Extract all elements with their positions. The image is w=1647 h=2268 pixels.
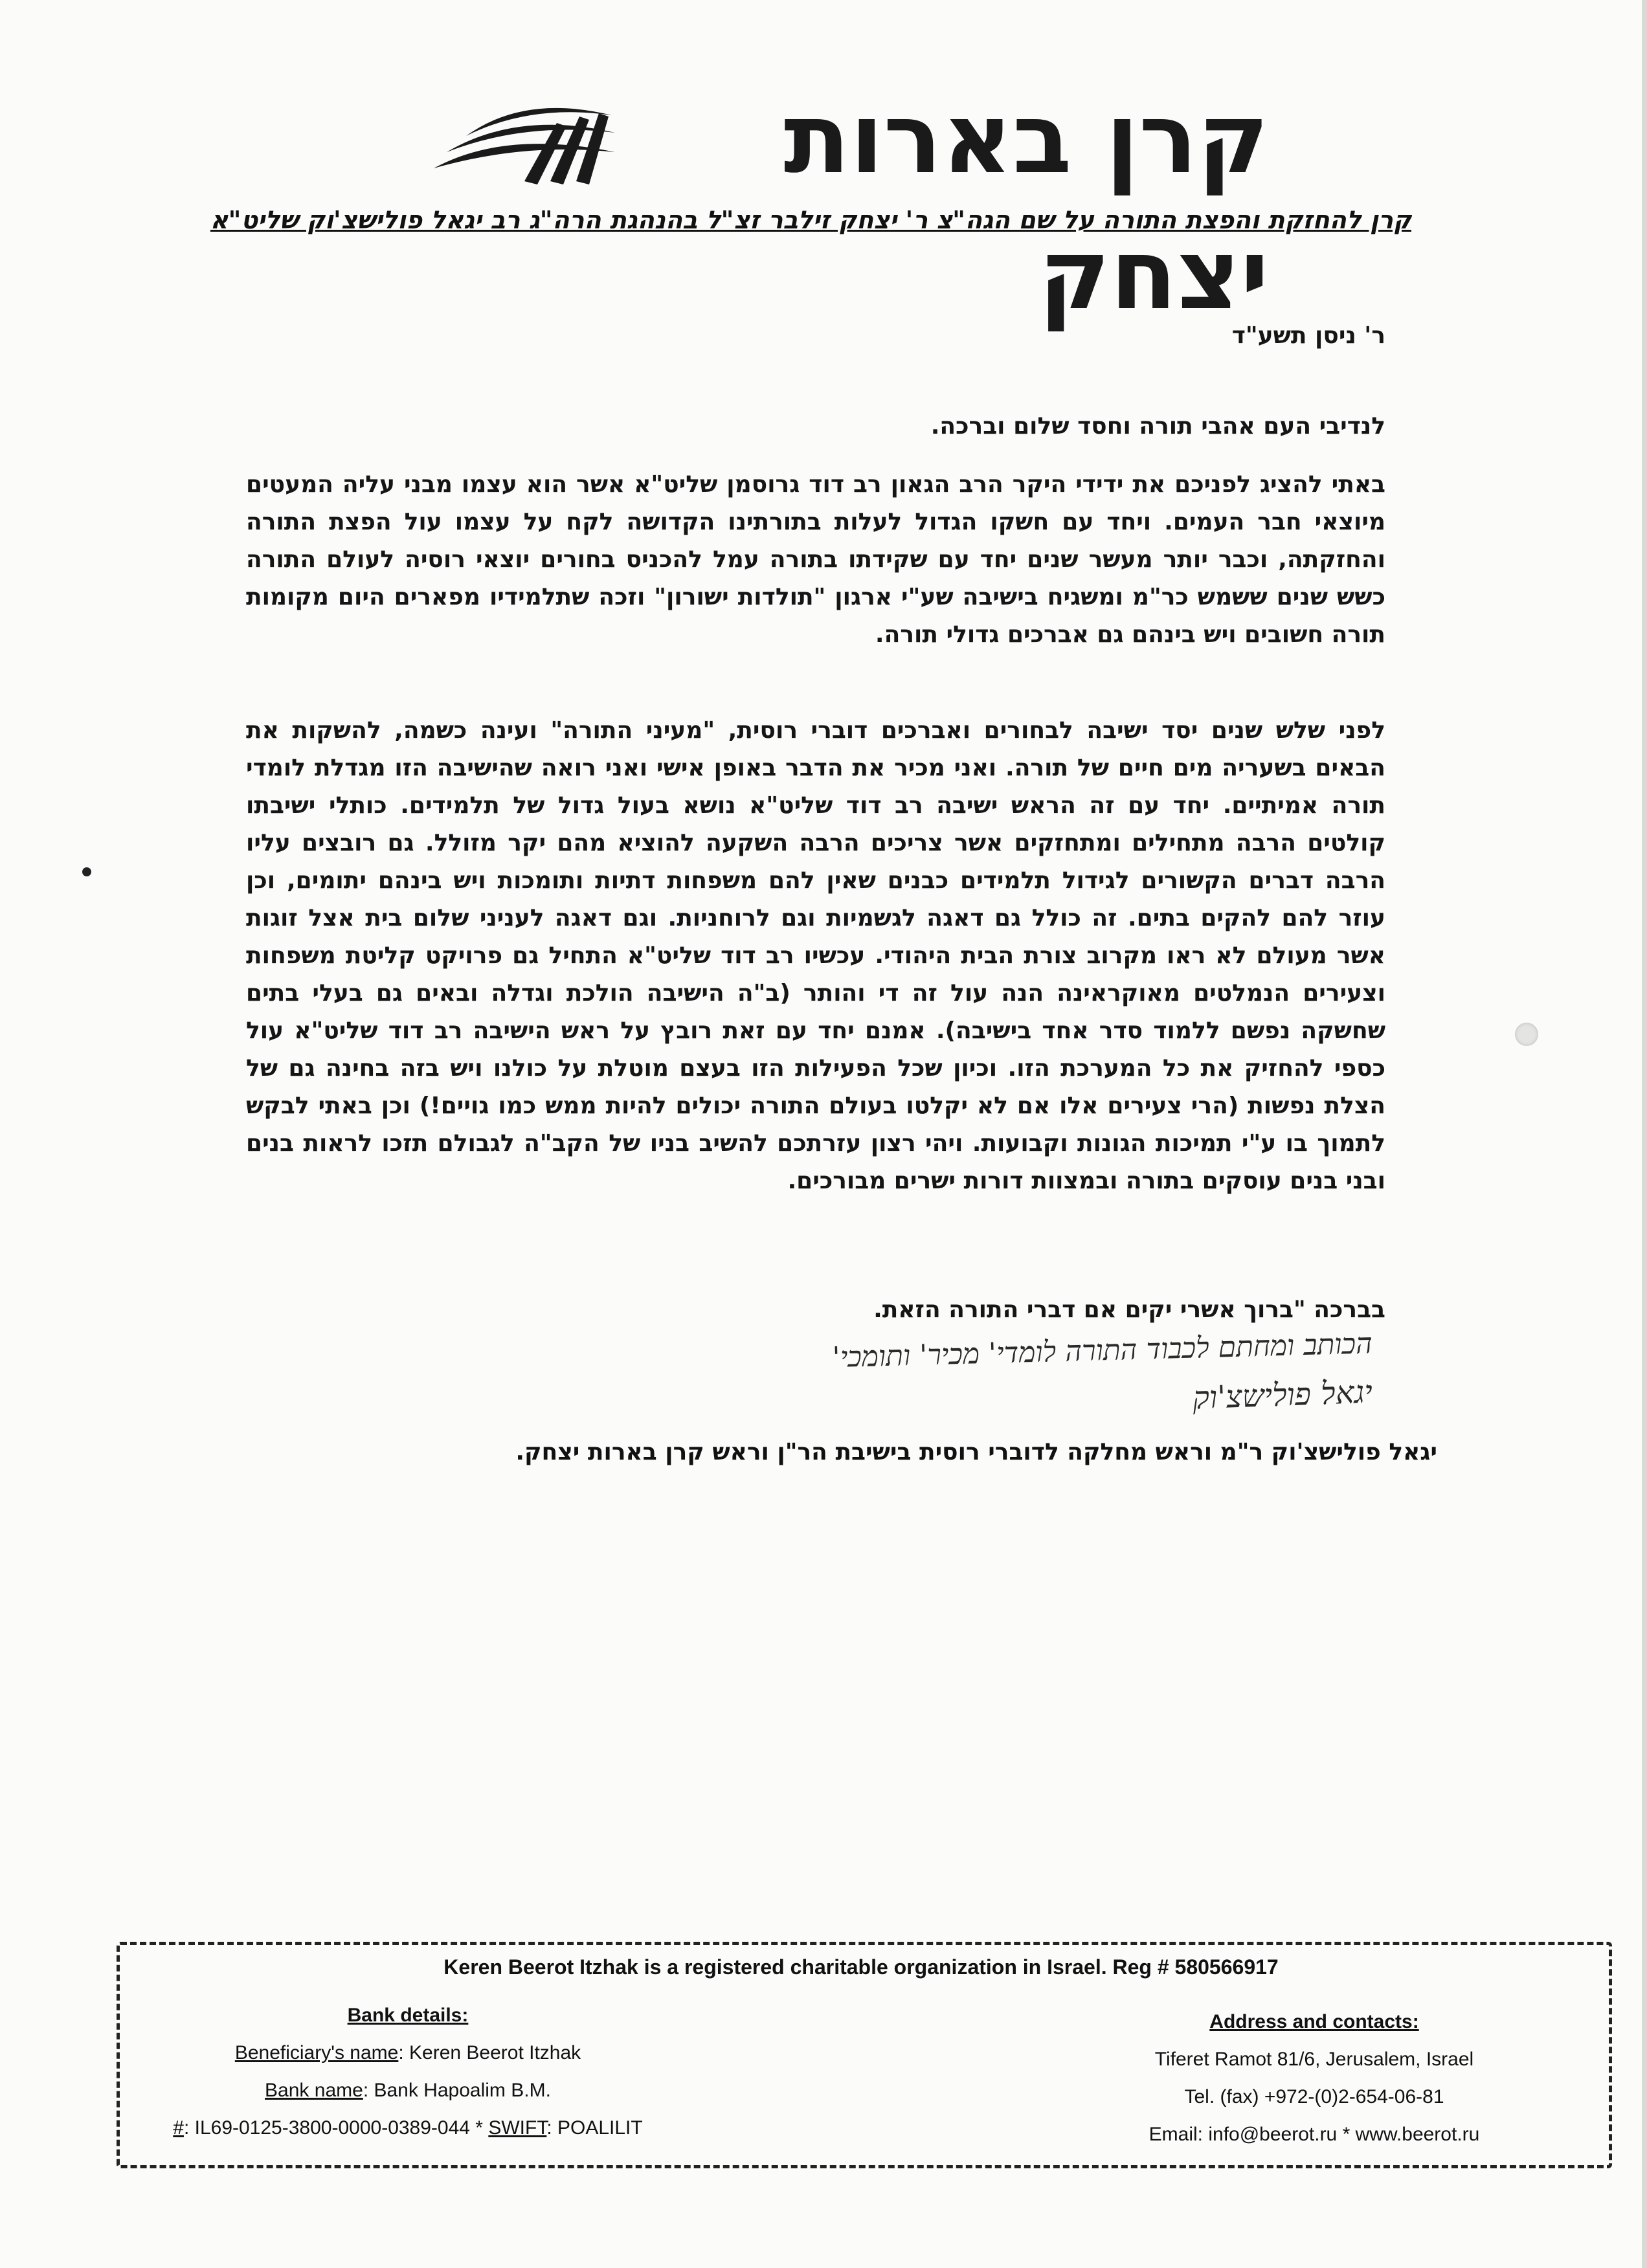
address-heading: Address and contacts: bbox=[1209, 2011, 1419, 2032]
swift-value: : POALILIT bbox=[546, 2117, 643, 2139]
bank-name-line bbox=[117, 2072, 699, 2109]
paper-edge bbox=[1642, 0, 1647, 2268]
letter-date: ר' ניסן תשע"ד bbox=[1231, 322, 1385, 349]
logo-rays-icon bbox=[427, 91, 622, 188]
paper-mark bbox=[1515, 1023, 1538, 1046]
phone-line: Tel. (fax) +972-(0)2-654-06-81 bbox=[1184, 2086, 1444, 2107]
organization-title: קרן בארות יצחק bbox=[783, 83, 1269, 331]
bank-details-heading: Bank details: bbox=[347, 2005, 469, 2026]
signer-line: יגאל פולישצ'וק ר"מ וראש מחלקה לדוברי רוסית בישיבת הר"ן וראש קרן בארות יצחק. bbox=[515, 1439, 1437, 1465]
letter-paragraph-1: באתי להציג לפניכם את ידידי היקר הרב הגאון רב דוד גרוסמן שליט"א אשר הוא עצמו מבני עליה המעטים מיוצאי חבר העמים. ויחד עם חשקו הגדול לעלות בתורתינו הקדושה לקח על עצמו עול הפצת התורה והחזקתה, וכבר יותר מעשר שנים יחד עם שקידתו בתורה עמל להכניס בחורים יוצאי רוסיה לעולם התורה כשש שנים ששמש כר"מ ומשגיח בישיבה שע"י ארגון "תולדות ישורון" וזכה שתלמידיו מפארים היום מקומות תורה חשובים ויש בינהם גם אברכים גדולי תורה. bbox=[246, 471, 1385, 648]
handwritten-signature: יגאל פולישצ'וק bbox=[1192, 1373, 1373, 1417]
iban-label: # bbox=[173, 2117, 184, 2139]
bank-name-value: : Bank Hapoalim B.M. bbox=[363, 2080, 551, 2101]
account-line bbox=[117, 2109, 699, 2147]
iban-value: : IL69-0125-3800-0000-0389-044 * bbox=[183, 2117, 489, 2139]
letter-greeting: לנדיבי העם אהבי תורה וחסד שלום וברכה. bbox=[930, 413, 1385, 439]
bank-details bbox=[117, 1997, 699, 2147]
email-line: Email: info@beerot.ru * www.beerot.ru bbox=[1148, 2124, 1480, 2145]
letter-paragraph-2: לפני שלש שנים יסד ישיבה לבחורים ואברכים דוברי רוסית, "מעיני התורה" ועינה כשמה, להשקות את הבאים בשעריה מים חיים של תורה. ואני מכיר את הדבר באופן אישי ואני רואה שהישיבה הזו מגדלת לומדי תורה אמיתיים. יחד עם זה הראש ישיבה רב דוד שליט"א נושא בעול גדול של תלמידים. כותלי ישיבתו קולטים הרבה מתחילים ומתחזקים אשר צריכים הרבה השקעה להוציא מהם יקר מזולל. גם רובצים עליו הרבה דברים הקשורים לגידול תלמידים כבנים שאין להם משפחות דתיות ותומכות ויש בינהם יתומים, וכן עוזר להם להקים בתים. זה כולל גם דאגה לגשמיות וגם לרוחניות. וגם דאגה לעניני שלום בית אצל זוגות אשר מעולם לא ראו מקרוב צורת הבית היהודי. עכשיו רב דוד שליט"א התחיל גם פרויקט קליטת משפחות וצעירים הנמלטים מאוקראינה הנה עול זה די והותר (ב"ה הישיבה הולכת וגדלה ובאים גם בעלי בתים שחשקה נפשם ללמוד סדר אחד בישיבה). אמנם יחד עם זאת רובץ על ראש הישיבה רב דוד שליט"א עול כספי להחזיק את כל המערכת הזו. וכיון שכל הפעילות הזו בעצם מוטלת על כולנו ויש בזה בחינה גם של הצלת נפשות (הרי צעירים אלו אם לא יקלטו בעולם התורה יכולים להיות ממש כמו גויים!) וכן באתי לבקש לתמוך בו ע"י תמיכות הגונות וקבועות. ויהי רצון עזרתכם להשיב בניו של הקב"ה לגבולם תזכו לראות בנים ובני בנים עוסקים בתורה ובמצוות דורות ישרים מבורכים. bbox=[246, 717, 1385, 1194]
ink-dot bbox=[82, 867, 91, 876]
footer-registration: Keren Beerot Itzhak is a registered charitable organization in Israel. Reg # 580566917 bbox=[443, 1955, 1279, 1979]
address-contacts bbox=[1036, 2003, 1593, 2153]
organization-subtitle: קרן להחזקת והפצת התורה על שם הגה"צ ר' יצחק זילבר זצ"ל בהנהגת הרה"ג רב יגאל פולישצ'וק שליט"א bbox=[210, 206, 1411, 234]
handwritten-note: הכותב ומחתם לכבוד התורה לומדי' מכיר' ותומכי' bbox=[832, 1327, 1373, 1375]
address-line: Tiferet Ramot 81/6, Jerusalem, Israel bbox=[1154, 2049, 1474, 2070]
swift-label: SWIFT bbox=[488, 2117, 547, 2139]
beneficiary-line bbox=[117, 2034, 699, 2072]
letter-blessing: בברכה "ברוך אשרי יקים אם דברי התורה הזאת. bbox=[873, 1296, 1385, 1323]
beneficiary-label: Beneficiary's name bbox=[234, 2042, 399, 2063]
beneficiary-value: : Keren Beerot Itzhak bbox=[398, 2042, 581, 2063]
bank-name-label: Bank name bbox=[265, 2080, 363, 2101]
